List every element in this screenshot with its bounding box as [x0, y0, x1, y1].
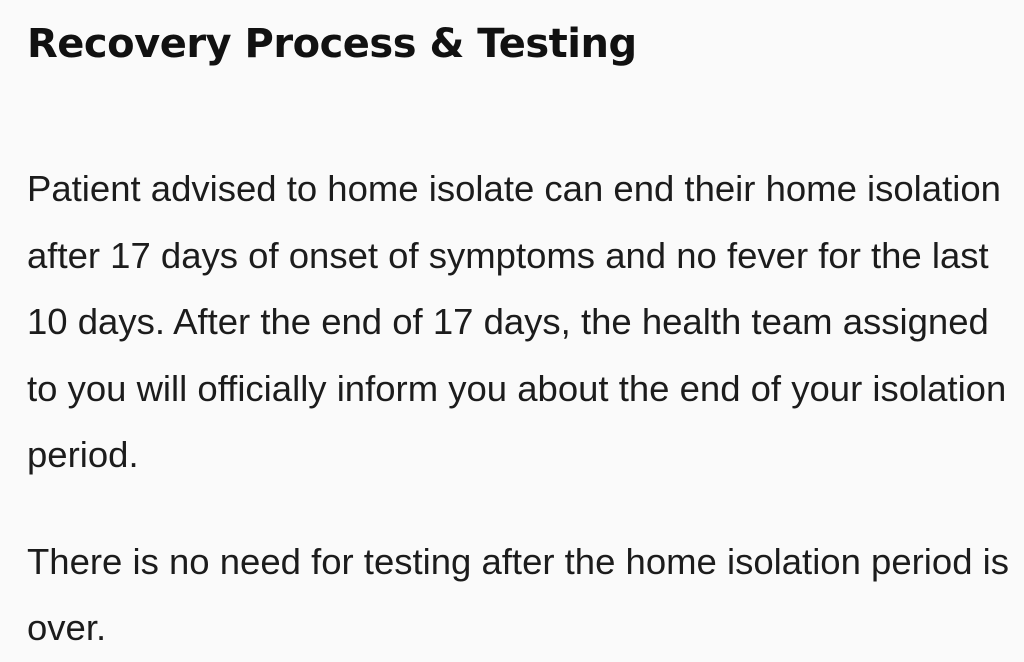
- recovery-paragraph: Patient advised to home isolate can end their home isolation after 17 days of onset of symptoms and no fever for the last 10 days. After the end of 17 days, the health team assigned to you will officially inform you about the end of your isolation period.: [27, 168, 1007, 475]
- article-section: [27, 12, 1017, 662]
- testing-paragraph: There is no need for testing after the home isolation period is over.: [27, 540, 1010, 648]
- section-heading: Recovery Process & Testing: [27, 21, 637, 67]
